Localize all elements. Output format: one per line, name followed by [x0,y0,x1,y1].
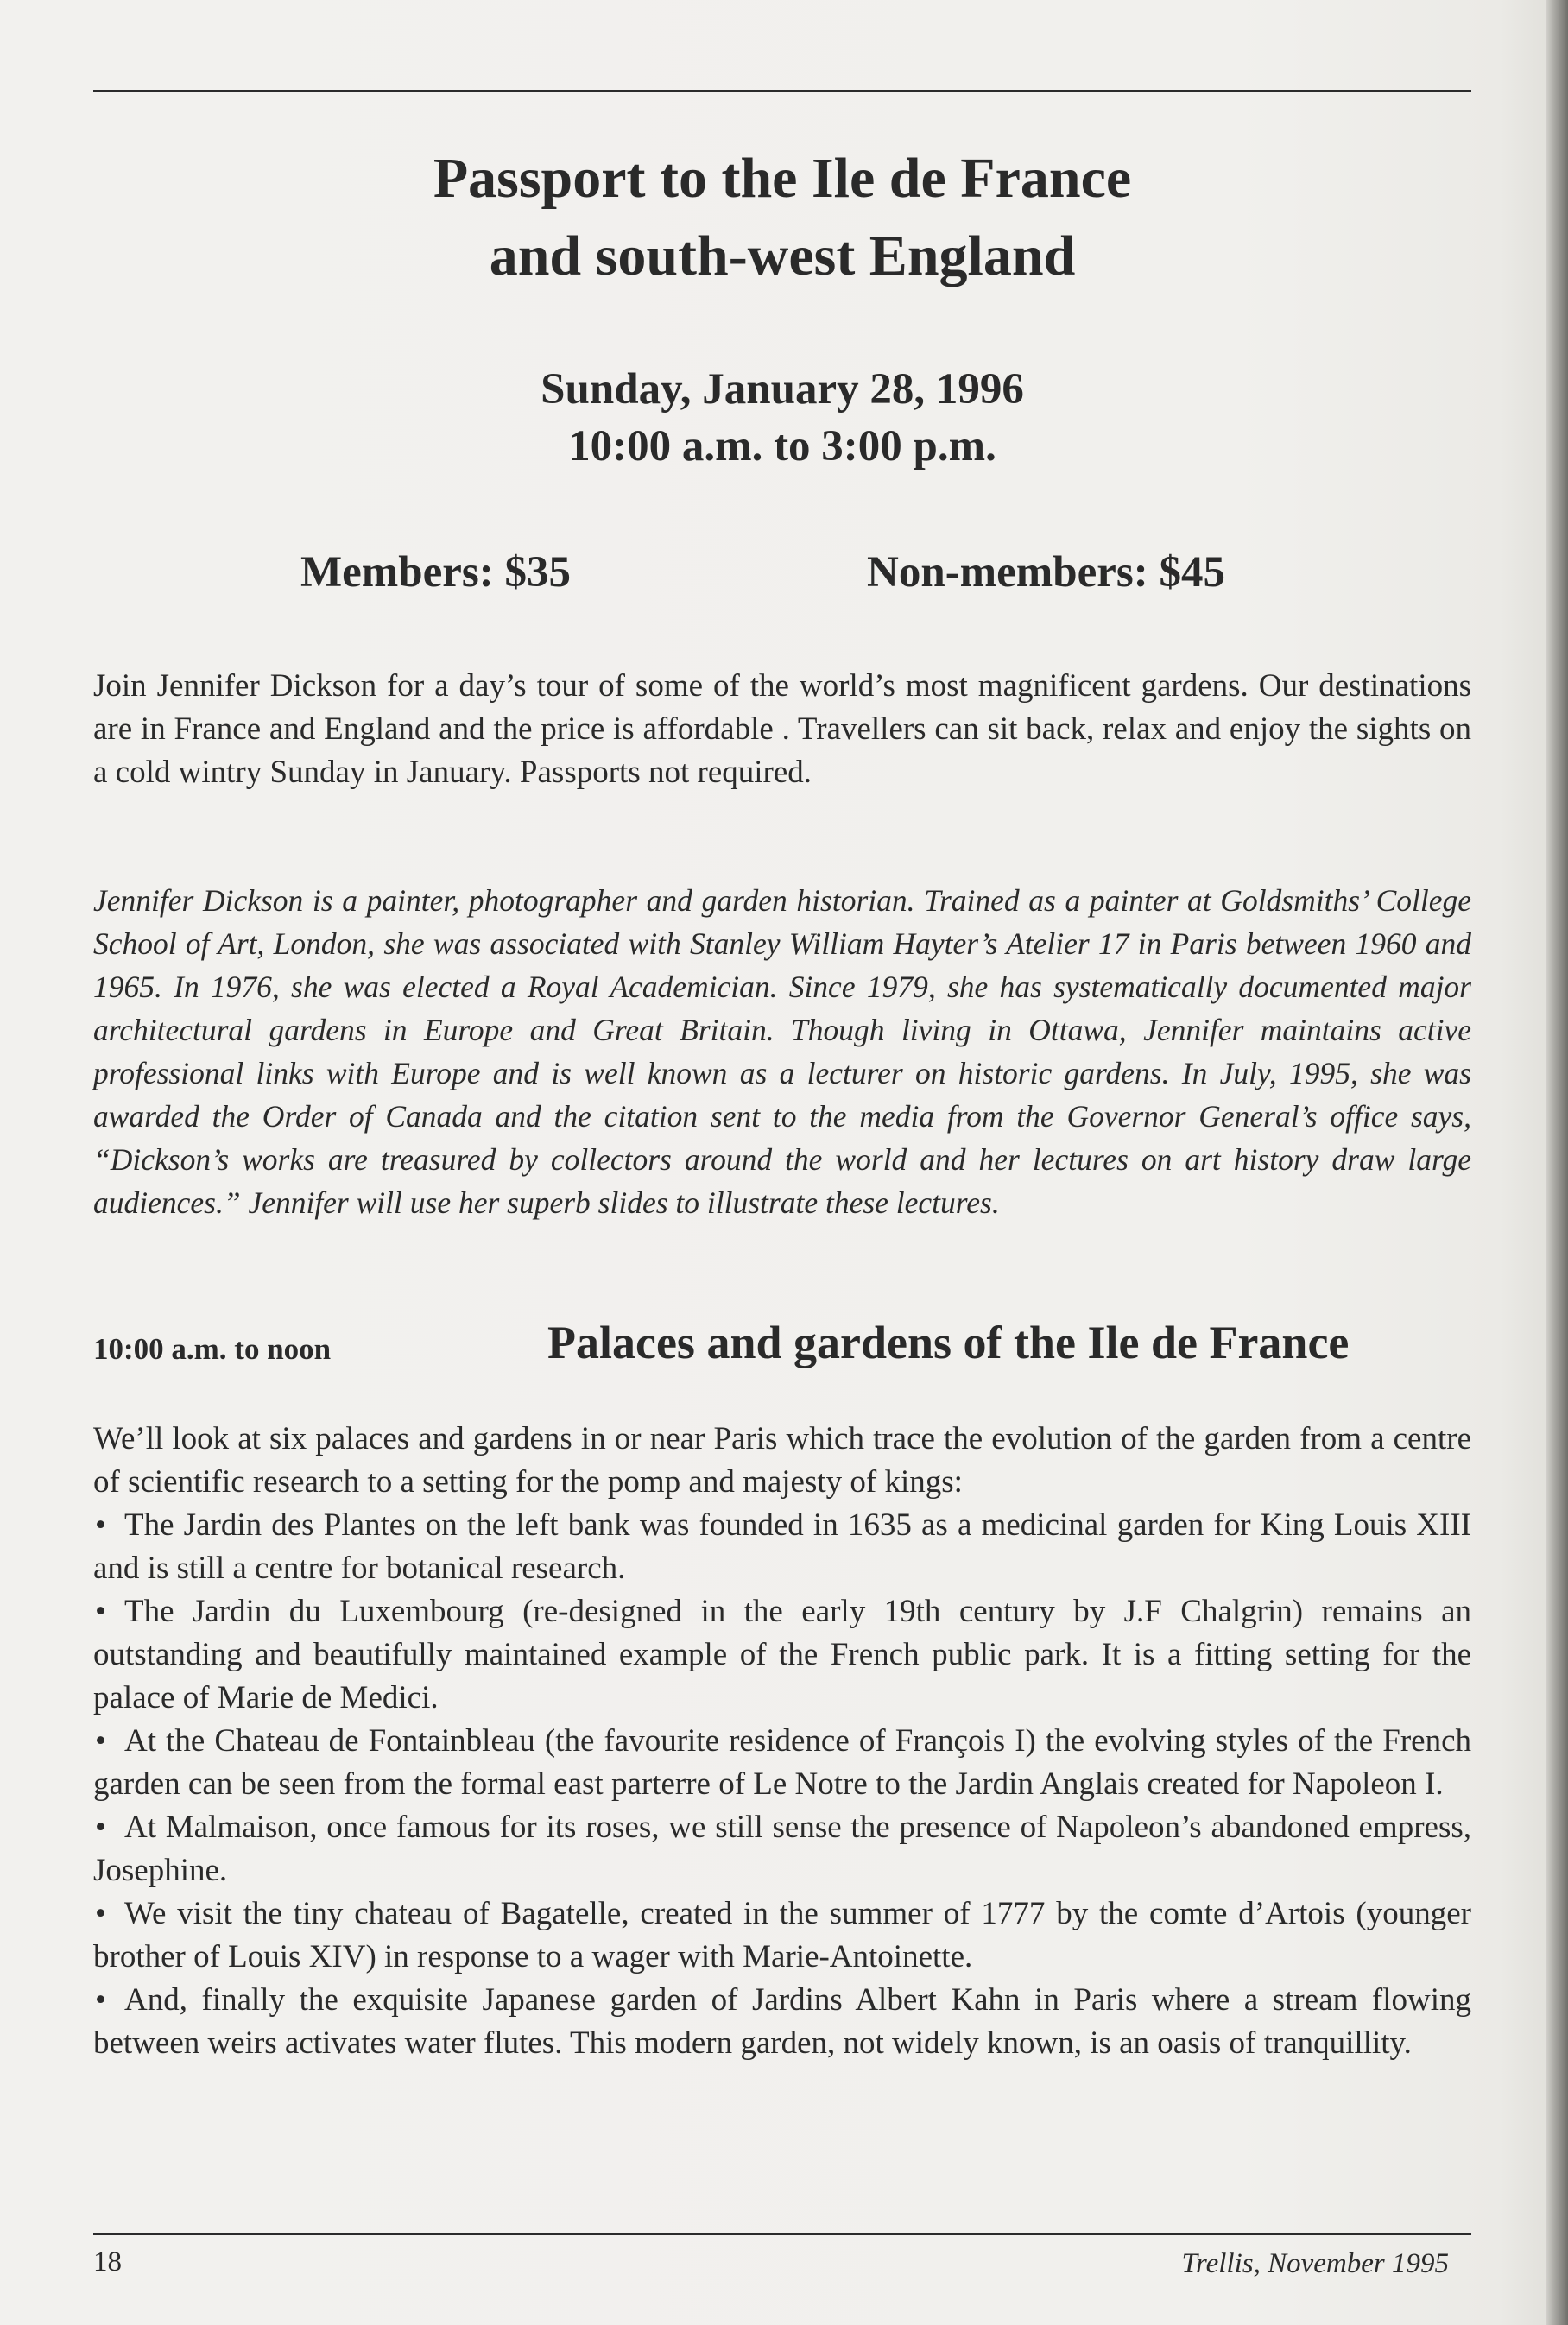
non-members-price: Non-members: $45 [867,548,1225,597]
event-date: Sunday, January 28, 1996 [541,365,1024,414]
list-item [93,1806,1471,1892]
list-item [93,1979,1471,2065]
bullet-icon: • [95,1507,106,1543]
event-time: 10:00 a.m. to 3:00 p.m. [568,422,996,471]
bottom-rule [93,2233,1471,2235]
publication-credit: Trellis, November 1995 [1181,2248,1449,2279]
list-item-text: The Jardin du Luxembourg (re-designed in the early 19th century by J.F Chalgrin) remains an outstanding and beautifully maintained example of the French public park. It is a fitting setting for the palace of Marie de Medici. [93,1594,1471,1715]
list-item-text: At Malmaison, once famous for its roses, we still sense the presence of Napoleon’s abandoned empress, Josephine. [93,1810,1471,1888]
list-item [93,1720,1471,1806]
session-time: 10:00 a.m. to noon [93,1332,332,1366]
page-title [93,140,1471,295]
bullet-icon: • [95,1810,106,1845]
session-title: Palaces and gardens of the Ile de France [547,1317,1350,1368]
bullet-icon: • [95,1594,106,1629]
bullet-icon: • [95,1723,106,1759]
list-item [93,1590,1471,1720]
bullet-icon: • [95,1982,106,2018]
speaker-bio: Jennifer Dickson is a painter, photographer and garden historian. Trained as a painter at Goldsmiths’ College School of Art, London, she was associated with Stanley William Hayter’s Atelier 17 in Paris between 1960 and 1965. In 1976, she was elected a Royal Academician. Since 1979, she has systematically documented major architectural gardens in Europe and Great Britain. Though living in Ottawa, Jennifer maintains active professional links with Europe and is well known as a lecturer on historic gardens. In July, 1995, she was awarded the Order of Canada and the citation sent to the media from the Governor General’s office says, “Dickson’s works are treasured by collectors around the world and her lectures on art history draw large audiences.” Jennifer will use her superb slides to illustrate these lectures. [93,883,1471,1220]
bullet-icon: • [95,1896,106,1931]
intro-paragraph: Join Jennifer Dickson for a day’s tour of some of the world’s most magnificent gardens. Our destinations are in France and England and the price is affordable . Travellers can sit back, relax and enjoy the sights on a cold wintry Sunday in January. Passports not required. [93,668,1471,790]
list-item [93,1504,1471,1590]
list-item [93,1892,1471,1979]
session-body [93,1418,1471,2065]
list-item-text: The Jardin des Plantes on the left bank was founded in 1635 as a medicinal garden for King Louis XIII and is still a centre for botanical research. [93,1507,1471,1586]
event-datetime [93,361,1471,475]
session-intro: We’ll look at six palaces and gardens in or near Paris which trace the evolution of the garden from a centre of scientific research to a setting for the pomp and majesty of kings: [93,1421,1471,1500]
title-line-2: and south-west England [489,224,1076,287]
page-edge-shadow [1546,0,1568,2325]
list-item-text: And, finally the exquisite Japanese garden of Jardins Albert Kahn in Paris where a stream flowing between weirs activates water flutes. This modern garden, not widely known, is an oasis of tranquillity. [93,1982,1471,2061]
members-price: Members: $35 [300,548,571,597]
title-line-1: Passport to the Ile de France [433,147,1132,210]
list-item-text: We visit the tiny chateau of Bagatelle, created in the summer of 1777 by the comte d’Artois (younger brother of Louis XIV) in response to a wager with Marie-Antoinette. [93,1896,1471,1974]
top-rule [93,90,1471,92]
page-number: 18 [93,2246,122,2278]
list-item-text: At the Chateau de Fontainbleau (the favourite residence of François I) the evolving styles of the French garden can be seen from the formal east parterre of Le Notre to the Jardin Anglais created for Napoleon I. [93,1723,1471,1802]
